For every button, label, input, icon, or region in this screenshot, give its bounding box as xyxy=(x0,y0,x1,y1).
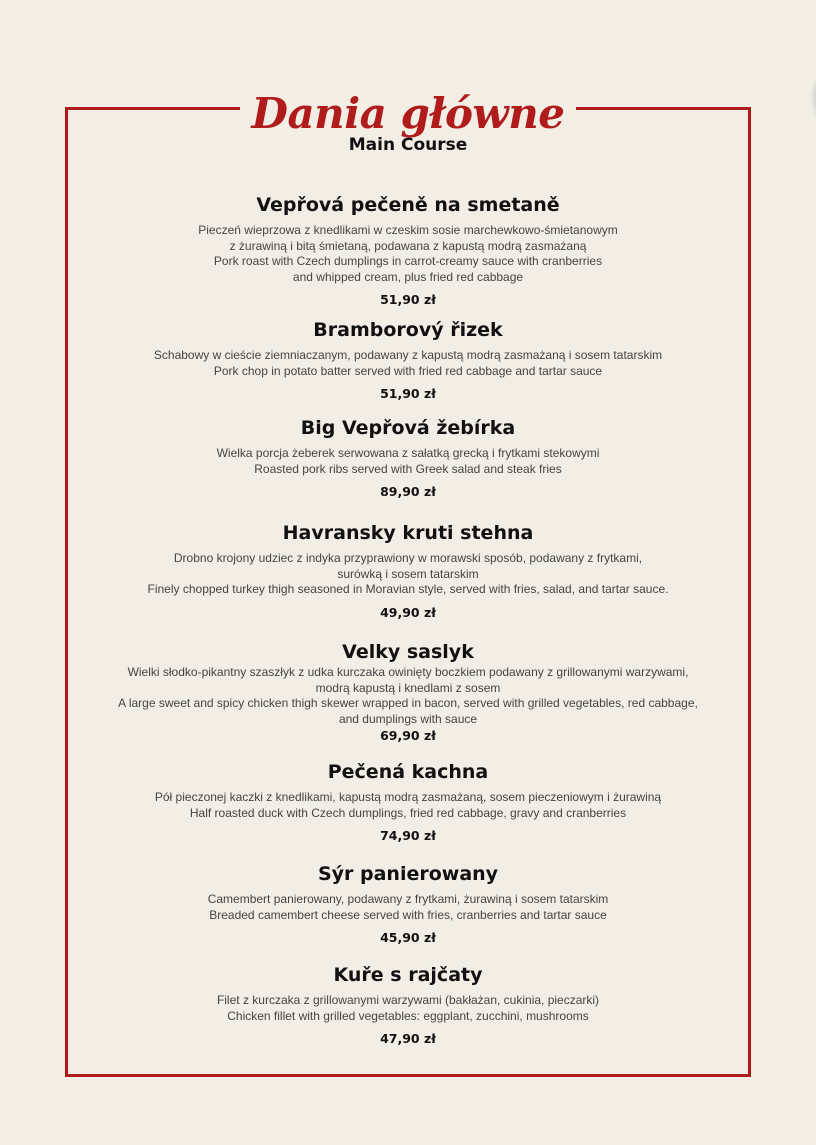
dish-item xyxy=(80,521,736,620)
desc-line: Roasted pork ribs served with Greek salad and steak fries xyxy=(254,461,562,476)
dish-name: Pečená kachna xyxy=(327,761,489,783)
dish-name: Kuře s rajčaty xyxy=(333,964,483,986)
desc-line: and dumplings with sauce xyxy=(338,711,478,726)
dish-name: Sýr panierowany xyxy=(317,863,499,885)
dish-price: 51,90 zł xyxy=(380,386,436,401)
dish-price: 89,90 zł xyxy=(380,484,436,499)
desc-line: Pork chop in potato batter served with fried red cabbage and tartar sauce xyxy=(213,363,603,378)
desc-line: Finely chopped turkey thigh seasoned in Moravian style, served with fries, salad, and tartar sauce. xyxy=(147,582,669,596)
dish-name: Vepřová pečeně na smetaně xyxy=(256,194,560,216)
dish-price: 69,90 zł xyxy=(380,728,436,743)
dish-name: Havransky kruti stehna xyxy=(282,522,534,544)
desc-line: Wielki słodko-pikantny szaszłyk z udka kurczaka owinięty boczkiem podawany z grillowanymi warzywami, xyxy=(127,665,689,679)
dish-item xyxy=(80,640,736,743)
desc-line: Half roasted duck with Czech dumplings, fried red cabbage, gravy and cranberries xyxy=(189,805,627,820)
dish-item xyxy=(80,862,736,945)
dish-description xyxy=(80,551,736,598)
desc-line: Wielka porcja żeberek serwowana z sałatką grecką i frytkami stekowymi xyxy=(216,446,600,460)
dish-description xyxy=(80,223,736,285)
desc-line: Pieczeń wieprzowa z knedlikami w czeskim sosie marchewkowo-śmietanowym xyxy=(198,223,618,237)
dish-description xyxy=(80,446,736,477)
dish-name: Velky saslyk xyxy=(342,641,474,663)
desc-line: Pół pieczonej kaczki z knedlikami, kapustą modrą zasmażaną, sosem pieczeniowym i żurawiną xyxy=(154,790,662,804)
dish-name: Bramborový řizek xyxy=(313,319,503,341)
desc-line: A large sweet and spicy chicken thigh skewer wrapped in bacon, served with grilled vegetables, red cabbage, xyxy=(118,696,698,710)
desc-line: modrą kapustą i knedlami z sosem xyxy=(315,680,501,695)
desc-line: and whipped cream, plus fried red cabbage xyxy=(292,269,524,284)
dish-item xyxy=(80,416,736,499)
desc-line: z żurawiną i bitą śmietaną, podawana z kapustą modrą zasmażaną xyxy=(229,238,587,253)
desc-line: Drobno krojony udziec z indyka przyprawiony w morawski sposób, podawany z frytkami, xyxy=(173,551,643,565)
dish-item xyxy=(80,318,736,401)
menu-header xyxy=(0,88,816,140)
desc-line: Pork roast with Czech dumplings in carrot-creamy sauce with cranberries xyxy=(213,254,603,268)
desc-line: Chicken fillet with grilled vegetables: eggplant, zucchini, mushrooms xyxy=(227,1008,589,1023)
section-subtitle: Main Course xyxy=(348,135,468,155)
dish-description xyxy=(80,790,736,821)
dish-price: 45,90 zł xyxy=(380,930,436,945)
dish-description xyxy=(80,892,736,923)
dish-price: 47,90 zł xyxy=(380,1031,436,1046)
dish-item xyxy=(80,193,736,307)
section-title: Dania główne xyxy=(240,88,577,140)
desc-line: Breaded camembert cheese served with fries, cranberries and tartar sauce xyxy=(209,907,607,922)
dish-item xyxy=(80,963,736,1046)
desc-line: surówką i sosem tatarskim xyxy=(337,566,479,581)
desc-line: Camembert panierowany, podawany z frytkami, żurawiną i sosem tatarskim xyxy=(207,892,609,906)
dish-price: 74,90 zł xyxy=(380,828,436,843)
dish-price: 51,90 zł xyxy=(380,292,436,307)
desc-line: Filet z kurczaka z grillowanymi warzywami (bakłażan, cukinia, pieczarki) xyxy=(216,993,600,1007)
dish-description xyxy=(80,348,736,379)
dish-description xyxy=(80,993,736,1024)
desc-line: Schabowy w cieście ziemniaczanym, podawany z kapustą modrą zasmażaną i sosem tatarskim xyxy=(153,348,663,362)
dish-name: Big Vepřová žebírka xyxy=(300,417,516,439)
dish-description xyxy=(80,665,736,727)
dish-item xyxy=(80,760,736,843)
dish-price: 49,90 zł xyxy=(380,604,436,620)
